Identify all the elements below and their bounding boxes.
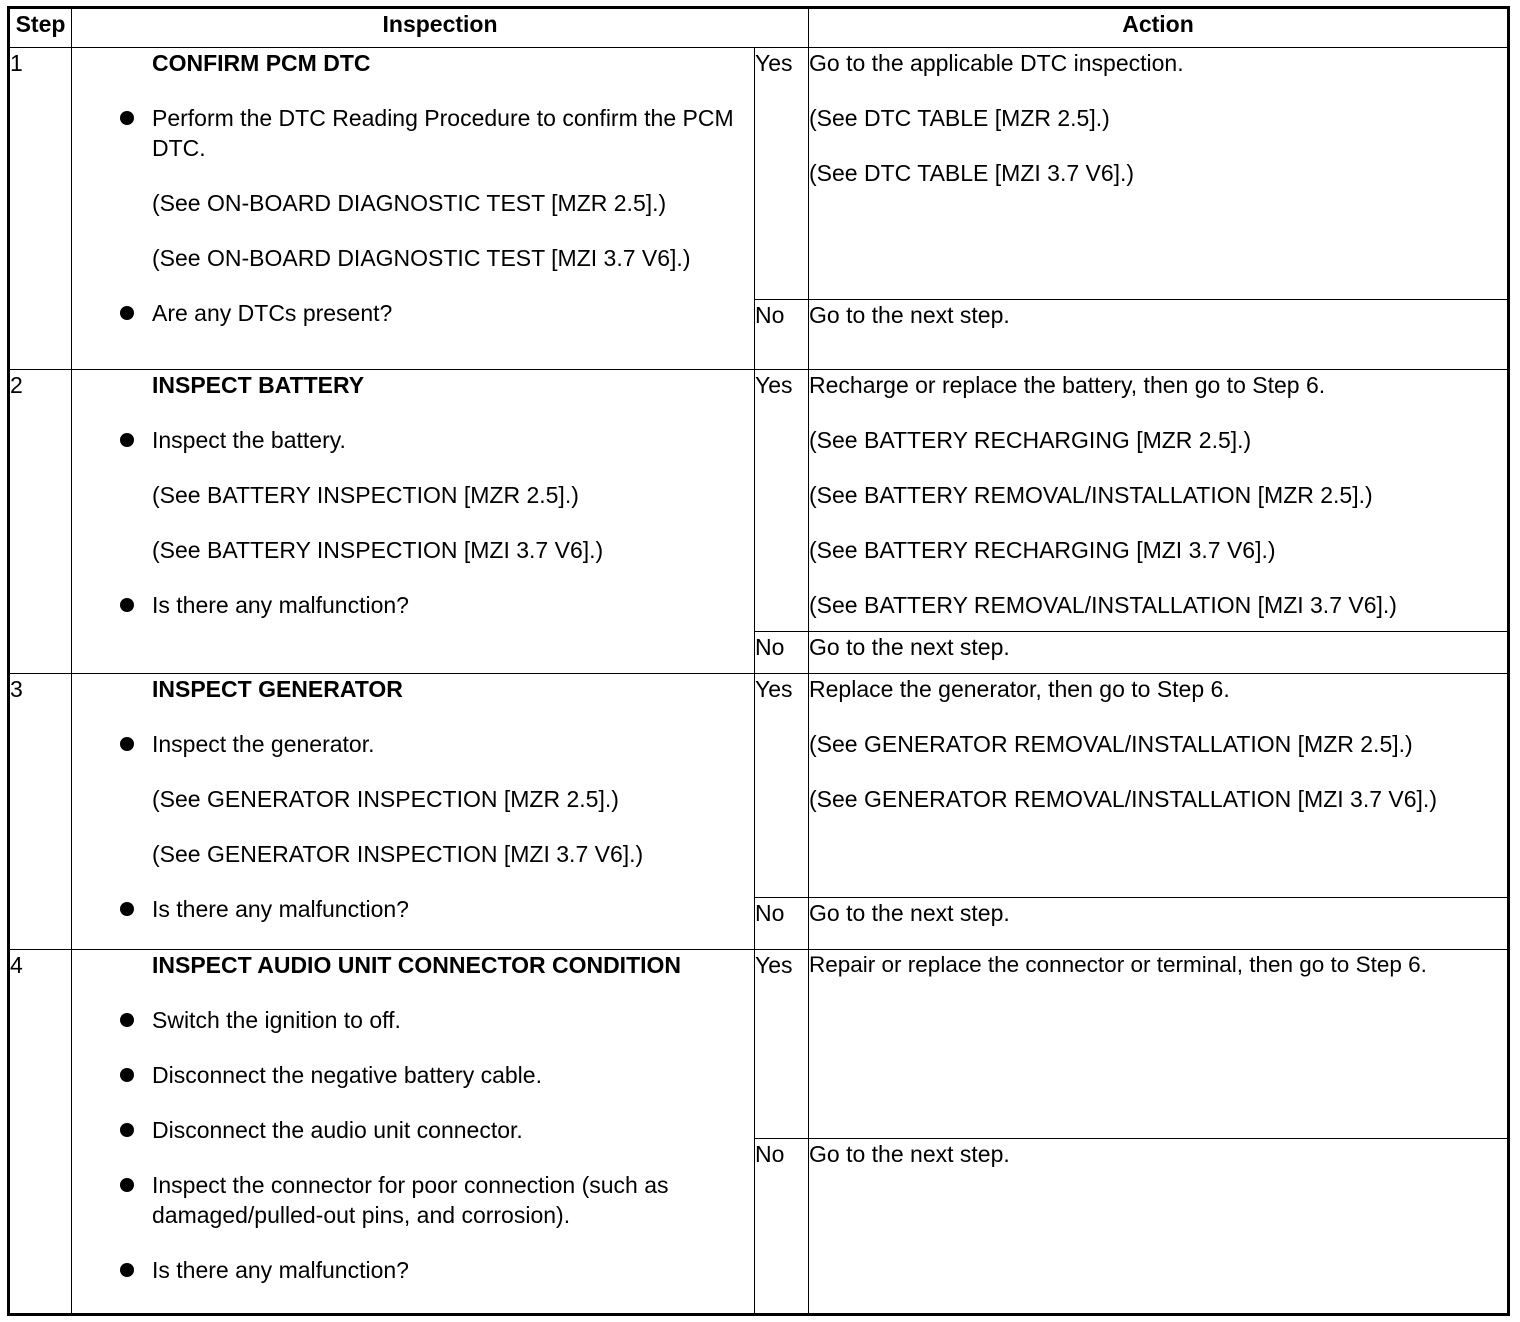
step-1-inspection (72, 48, 755, 370)
step-2-inspection (72, 370, 755, 674)
bullet-icon (120, 1123, 134, 1137)
bullet-icon (120, 1068, 134, 1082)
action-reference: (See DTC TABLE [MZI 3.7 V6].) (809, 160, 1135, 186)
action-reference: (See GENERATOR REMOVAL/INSTALLATION [MZI 3.7 V6].) (809, 786, 1437, 812)
reference-link: (See ON-BOARD DIAGNOSTIC TEST [MZR 2.5].) (152, 190, 667, 216)
step-4-yes-action (809, 950, 1509, 1139)
bullet-item: Disconnect the negative battery cable. (72, 1060, 754, 1090)
action-text: Replace the generator, then go to Step 6. (809, 676, 1230, 702)
no-action: Go to the next step. (809, 898, 1509, 950)
action-text: Go to the applicable DTC inspection. (809, 50, 1184, 76)
step-number: 4 (9, 950, 72, 1315)
action-text: Repair or replace the connector or terminal, then go to Step 6. (809, 952, 1427, 977)
header-inspection: Inspection (72, 8, 809, 48)
step-3-yes-row (9, 674, 1509, 898)
bullet-item: Inspect the connector for poor connection (such as damaged/pulled-out pins, and corrosion). (72, 1170, 754, 1230)
step-number: 3 (9, 674, 72, 950)
reference-link: (See BATTERY INSPECTION [MZR 2.5].) (152, 482, 579, 508)
diagnostic-table (7, 6, 1510, 1316)
action-reference: (See BATTERY REMOVAL/INSTALLATION [MZR 2.5].) (809, 482, 1373, 508)
step-1-yes-row (9, 48, 1509, 300)
action-reference: (See BATTERY RECHARGING [MZR 2.5].) (809, 427, 1252, 453)
yes-label: Yes (755, 950, 809, 1139)
action-reference: (See DTC TABLE [MZR 2.5].) (809, 105, 1110, 131)
no-label: No (755, 898, 809, 950)
bullet-item: Perform the DTC Reading Procedure to confirm the PCM DTC. (72, 103, 754, 163)
step-2-yes-action (809, 370, 1509, 632)
bullet-icon (120, 737, 134, 751)
no-action: Go to the next step. (809, 632, 1509, 674)
step-number: 1 (9, 48, 72, 370)
bullet-icon (120, 433, 134, 447)
yes-label: Yes (755, 674, 809, 898)
bullet-icon (120, 1013, 134, 1027)
no-label: No (755, 300, 809, 370)
bullet-question: Is there any malfunction? (72, 1255, 754, 1285)
step-4-inspection (72, 950, 755, 1315)
bullet-icon (120, 598, 134, 612)
bullet-item: Switch the ignition to off. (72, 1005, 754, 1035)
bullet-item: Inspect the generator. (72, 729, 754, 759)
bullet-question: Is there any malfunction? (72, 894, 754, 924)
bullet-icon (120, 306, 134, 320)
bullet-icon (120, 1263, 134, 1277)
bullet-item: Disconnect the audio unit connector. (72, 1115, 754, 1145)
action-reference: (See BATTERY RECHARGING [MZI 3.7 V6].) (809, 537, 1276, 563)
no-action: Go to the next step. (809, 300, 1509, 370)
bullet-icon (120, 902, 134, 916)
reference-link: (See GENERATOR INSPECTION [MZI 3.7 V6].) (152, 841, 644, 867)
bullet-item: Inspect the battery. (72, 425, 754, 455)
header-row (9, 8, 1509, 48)
header-step: Step (9, 8, 72, 48)
reference-link: (See ON-BOARD DIAGNOSTIC TEST [MZI 3.7 V6].) (152, 245, 691, 271)
step-2-yes-row (9, 370, 1509, 632)
no-label: No (755, 1139, 809, 1315)
yes-label: Yes (755, 48, 809, 300)
step-title: INSPECT BATTERY (152, 372, 365, 398)
step-title: INSPECT AUDIO UNIT CONNECTOR CONDITION (152, 952, 682, 978)
step-title: CONFIRM PCM DTC (152, 50, 371, 76)
step-title: INSPECT GENERATOR (152, 676, 403, 702)
no-label: No (755, 632, 809, 674)
bullet-icon (120, 111, 134, 125)
header-action: Action (809, 8, 1509, 48)
yes-label: Yes (755, 370, 809, 632)
bullet-question: Is there any malfunction? (72, 590, 754, 620)
step-number: 2 (9, 370, 72, 674)
reference-link: (See BATTERY INSPECTION [MZI 3.7 V6].) (152, 537, 604, 563)
step-1-yes-action (809, 48, 1509, 300)
step-4-yes-row (9, 950, 1509, 1139)
action-reference: (See GENERATOR REMOVAL/INSTALLATION [MZR 2.5].) (809, 731, 1413, 757)
step-3-yes-action (809, 674, 1509, 898)
action-reference: (See BATTERY REMOVAL/INSTALLATION [MZI 3.7 V6].) (809, 592, 1397, 618)
bullet-icon (120, 1178, 134, 1192)
bullet-question: Are any DTCs present? (72, 298, 754, 328)
no-action: Go to the next step. (809, 1139, 1509, 1315)
step-3-inspection (72, 674, 755, 950)
reference-link: (See GENERATOR INSPECTION [MZR 2.5].) (152, 786, 619, 812)
action-text: Recharge or replace the battery, then go to Step 6. (809, 372, 1326, 398)
